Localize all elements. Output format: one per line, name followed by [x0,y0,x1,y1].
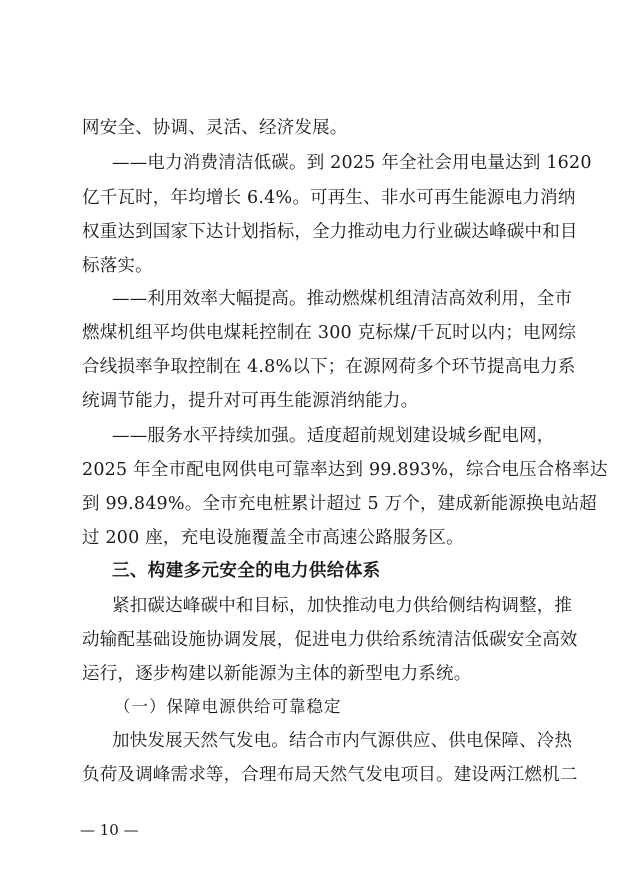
paragraph-line: 网安全、协调、灵活、经济发展。 [82,118,348,138]
paragraph-line: 加快发展天然气发电。结合市内气源供应、供电保障、冷热 [112,731,573,751]
paragraph-line: 合线损率争取控制在 4.8%以下；在源网荷多个环节提高电力系 [82,357,576,377]
paragraph-line: 权重达到国家下达计划指标，全力推动电力行业碳达峰碳中和目 [82,222,578,242]
paragraph-line: 统调节能力，提升对可再生能源消纳能力。 [82,391,419,411]
page-number: — 10 — [80,821,139,839]
paragraph-line: ——服务水平持续加强。适度超前规划建设城乡配电网， [112,426,555,446]
paragraph-line: ——利用效率大幅提高。推动燃煤机组清洁高效利用，全市 [112,289,573,309]
paragraph-line: 过 200 座，充电设施覆盖全市高速公路服务区。 [82,528,464,548]
paragraph-line: 燃煤机组平均供电煤耗控制在 300 克标煤/千瓦时以内；电网综 [82,323,577,343]
paragraph-line: 亿千瓦时，年均增长 6.4%。可再生、非水可再生能源电力消纳 [82,188,576,208]
paragraph-line: 负荷及调峰需求等，合理布局天然气发电项目。建设两江燃机二 [82,765,578,785]
section-heading: 三、构建多元安全的电力供给体系 [112,561,381,581]
paragraph-line: 运行，逐步构建以新能源为主体的新型电力系统。 [82,664,472,684]
paragraph-line: ——电力消费清洁低碳。到 2025 年全社会用电量达到 1620 [112,153,592,173]
paragraph-line: 紧扣碳达峰碳中和目标，加快推动电力供给侧结构调整，推 [112,596,573,616]
subsection-heading: （一）保障电源供给可靠稳定 [114,697,342,716]
paragraph-line: 标落实。 [82,256,153,276]
paragraph-line: 到 99.849%。全市充电桩累计超过 5 万个，建成新能源换电站超 [82,494,597,514]
paragraph-line: 动输配基础设施协调发展，促进电力供给系统清洁低碳安全高效 [82,630,578,650]
paragraph-line: 2025 年全市配电网供电可靠率达到 99.893%，综合电压合格率达 [82,460,608,480]
